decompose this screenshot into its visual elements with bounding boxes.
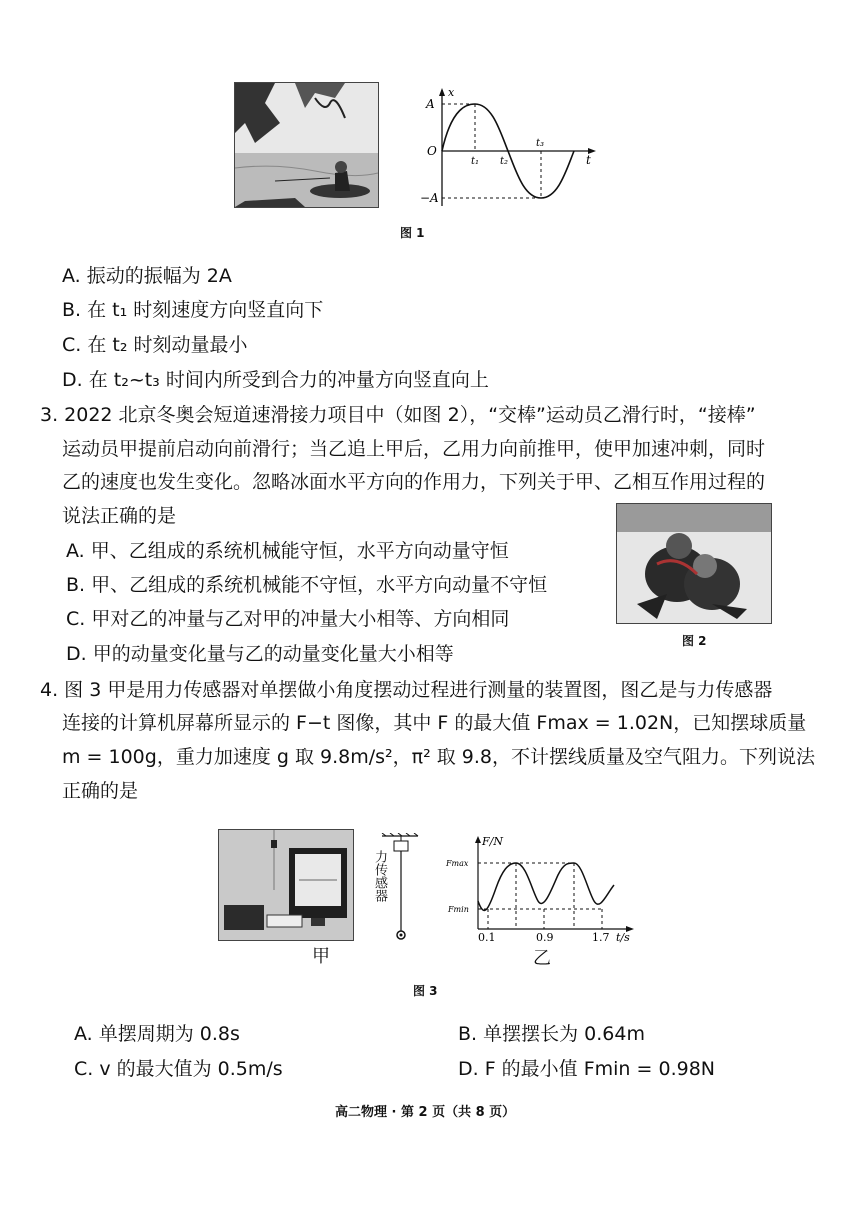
- graph3-y-axis-label: F/N: [482, 835, 503, 848]
- figure3-caption: 图 3: [413, 984, 438, 998]
- graph3-tick-1.7: 1.7: [592, 931, 610, 944]
- q2-option-a: A. 振动的振幅为 2A: [62, 265, 232, 287]
- q4-option-d: D. F 的最小值 Fmin = 0.98N: [458, 1058, 715, 1080]
- q3-stem-line1: 3. 2022 北京冬奥会短道速滑接力项目中（如图 2），“交棒”运动员乙滑行时，“接棒”: [40, 404, 756, 426]
- q4-stem-line3: m = 100g，重力加速度 g 取 9.8m/s²，π² 取 9.8，不计摆线质量及空气阻力。下列说法: [62, 746, 816, 768]
- figure3-ft-graph: [444, 833, 640, 945]
- q4-stem-line1: 4. 图 3 甲是用力传感器对单摆做小角度摆动过程进行测量的装置图，图乙是与力传感器: [40, 679, 773, 701]
- q4-stem-line2: 连接的计算机屏幕所显示的 F−t 图像，其中 F 的最大值 Fmax = 1.02N，已知摆球质量: [62, 712, 807, 734]
- graph3-tick-0.9: 0.9: [536, 931, 554, 944]
- figure1-xt-graph: [420, 86, 600, 216]
- sensor-computer-photo: [218, 829, 354, 941]
- q3-stem-line3: 乙的速度也发生变化。忽略冰面水平方向的作用力，下列关于甲、乙相互作用过程的: [62, 471, 766, 493]
- page-footer: 高二物理 · 第 2 页（共 8 页）: [335, 1105, 516, 1120]
- graph1-A-label: A: [426, 97, 435, 111]
- figure3-label-yi: 乙: [533, 948, 551, 969]
- q3-option-a: A. 甲、乙组成的系统机械能守恒，水平方向动量守恒: [66, 540, 509, 562]
- graph3-fmax-label: Fmax: [446, 859, 469, 868]
- graph1-origin-label: O: [427, 144, 437, 158]
- figure1-caption: 图 1: [400, 226, 425, 240]
- q2-option-b: B. 在 t₁ 时刻速度方向竖直向下: [62, 299, 324, 321]
- graph1-negA-label: −A: [420, 191, 439, 205]
- q3-option-c: C. 甲对乙的冲量与乙对甲的冲量大小相等、方向相同: [66, 608, 510, 630]
- graph3-tick-0.1: 0.1: [478, 931, 496, 944]
- q4-stem-line4: 正确的是: [62, 780, 139, 802]
- q2-option-d: D. 在 t₂~t₃ 时间内所受到合力的冲量方向竖直向上: [62, 369, 489, 391]
- q3-stem-line2: 运动员甲提前启动向前滑行；当乙追上甲后，乙用力向前推甲，使甲加速冲刺，同时: [62, 438, 766, 460]
- force-sensor-label: 力传感器: [372, 850, 387, 902]
- speed-skating-photo: [616, 503, 772, 624]
- q3-stem-line4: 说法正确的是: [62, 505, 177, 527]
- graph3-x-axis-label: t/s: [616, 931, 630, 944]
- graph1-x-axis-label: x: [448, 86, 455, 99]
- graph1-t-axis-label: t: [586, 153, 591, 167]
- q4-option-b: B. 单摆摆长为 0.64m: [458, 1023, 645, 1045]
- figure2-caption: 图 2: [682, 634, 707, 648]
- q3-option-b: B. 甲、乙组成的系统机械能不守恒，水平方向动量不守恒: [66, 574, 548, 596]
- graph3-fmin-label: Fmin: [448, 905, 469, 914]
- figure3-label-jia: 甲: [312, 946, 330, 967]
- graph1-t3-label: t₃: [536, 138, 545, 149]
- q3-option-d: D. 甲的动量变化量与乙的动量变化量大小相等: [66, 643, 454, 665]
- fishing-boat-picture: [234, 82, 379, 208]
- graph1-t1-label: t₁: [471, 156, 480, 167]
- q2-option-c: C. 在 t₂ 时刻动量最小: [62, 334, 248, 356]
- graph1-t2-label: t₂: [500, 156, 509, 167]
- q4-option-c: C. v 的最大值为 0.5m/s: [74, 1058, 283, 1080]
- q4-option-a: A. 单摆周期为 0.8s: [74, 1023, 240, 1045]
